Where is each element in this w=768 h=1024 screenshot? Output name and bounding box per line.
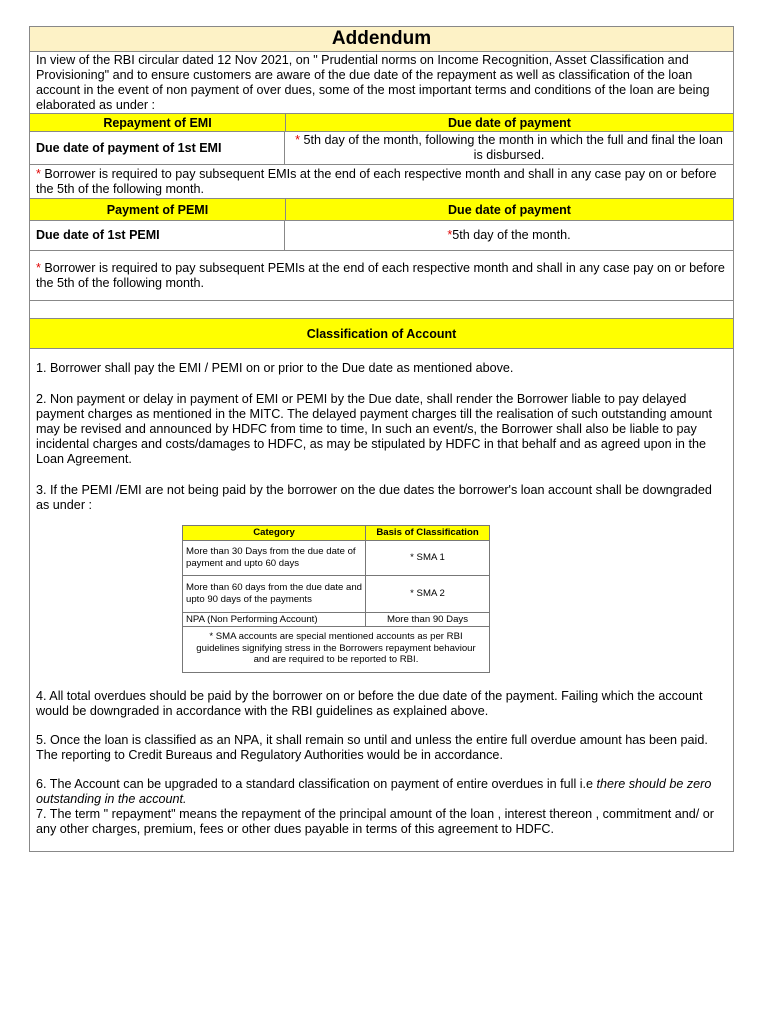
pemi-note xyxy=(29,251,734,301)
emi-due-value xyxy=(285,132,733,164)
emi-note-text: Borrower is required to pay subsequent EMIs at the end of each respective month and shall in any case pay on or before the 5th of the following month. xyxy=(36,167,717,196)
spacer-row xyxy=(29,301,734,319)
emi-due-label: Due date of payment of 1st EMI xyxy=(30,132,285,164)
clause-6-italic: there should be zero outstanding in the account. xyxy=(36,776,712,806)
category-cell: More than 60 days from the due date and upto 90 days of the payments xyxy=(183,575,366,612)
category-column-header: Category xyxy=(183,526,366,541)
table-row xyxy=(183,575,490,612)
emi-header-right: Due date of payment xyxy=(448,115,571,130)
classification-table-header xyxy=(183,526,490,541)
addendum-title: Addendum xyxy=(29,26,734,52)
emi-header-row xyxy=(29,114,734,132)
clause-3: 3. If the PEMI /EMI are not being paid by the borrower on the due dates the borrower's loan account shall be downgraded as under : xyxy=(36,483,712,512)
clause-4: 4. All total overdues should be paid by the borrower on or before the due date of the payment. Failing which the account would be downgraded in accordance with the RBI guidelines as explained above. xyxy=(36,688,703,718)
addendum-document xyxy=(29,26,734,852)
basis-column-header: Basis of Classification xyxy=(366,526,490,541)
emi-header-left: Repayment of EMI xyxy=(30,114,286,131)
sma-footnote: * SMA accounts are special mentioned accounts as per RBI guidelines signifying stress in the Borrowers repayment behaviour and are required to be reported to RBI. xyxy=(183,627,490,673)
pemi-note-star: * xyxy=(36,261,41,275)
basis-cell: More than 90 Days xyxy=(366,612,490,627)
pemi-header-left: Payment of PEMI xyxy=(30,199,286,220)
table-row xyxy=(183,540,490,575)
pemi-due-value xyxy=(285,221,733,250)
pemi-note-text: Borrower is required to pay subsequent PEMIs at the end of each respective month and shall in any case pay on or before the 5th of the following month. xyxy=(36,261,725,290)
emi-due-row xyxy=(29,132,734,165)
clause-5: 5. Once the loan is classified as an NPA, it shall remain so until and unless the entire full overdue amount has been paid. The reporting to Credit Bureaus and Regulatory Authorities would be in accordance. xyxy=(36,732,708,762)
emi-note xyxy=(29,165,734,199)
pemi-star: * xyxy=(447,228,453,242)
classification-table xyxy=(182,525,490,673)
emi-due-text: 5th day of the month, following the month in which the full and final the loan is disbursed. xyxy=(300,133,723,162)
clause-6-text: 6. The Account can be upgraded to a standard classification on payment of entire overdues in full i.e xyxy=(36,776,597,791)
pemi-due-row xyxy=(29,221,734,251)
intro-paragraph: In view of the RBI circular dated 12 Nov 2021, on " Prudential norms on Income Recognition, Asset Classification and Provisioning" and to ensure customers are aware of the due date of the repayment as well as classification of the loan account in the event of non payment of over dues, some of the most important terms and conditions of the loan are being elaborated as under : xyxy=(29,52,734,114)
emi-star: * xyxy=(295,133,301,147)
basis-cell: * SMA 1 xyxy=(366,540,490,575)
emi-note-star: * xyxy=(36,167,41,181)
pemi-due-text: 5th day of the month. xyxy=(452,228,571,242)
pemi-header-right: Due date of payment xyxy=(448,202,571,217)
category-cell: More than 30 Days from the due date of payment and upto 60 days xyxy=(183,540,366,575)
classification-header: Classification of Account xyxy=(29,319,734,349)
classification-body xyxy=(29,349,734,852)
clause-7: 7. The term " repayment" means the repayment of the principal amount of the loan , interest thereon , commitment and/ or any other charges, premium, fees or other dues payable in terms of this agreement to HDFC. xyxy=(36,806,714,836)
clause-6 xyxy=(36,777,727,807)
category-cell: NPA (Non Performing Account) xyxy=(183,612,366,627)
clause-1: 1. Borrower shall pay the EMI / PEMI on or prior to the Due date as mentioned above. xyxy=(36,361,514,375)
basis-cell: * SMA 2 xyxy=(366,575,490,612)
pemi-due-label: Due date of 1st PEMI xyxy=(30,221,285,250)
clause-2: 2. Non payment or delay in payment of EMI or PEMI by the Due date, shall render the Borrower liable to pay delayed payment charges as mentioned in the MITC. The delayed payment charges till the realisation of such outstanding amount may be revised and announced by HDFC from time to time, In such an event/s, the Borrower shall also be liable to pay incidental charges and costs/damages to HDFC, as may be stipulated by HDFC in that behalf and as agreed upon in the Loan Agreement. xyxy=(36,392,713,466)
table-footnote-row xyxy=(183,627,490,673)
pemi-header-row xyxy=(29,199,734,221)
table-row xyxy=(183,612,490,627)
